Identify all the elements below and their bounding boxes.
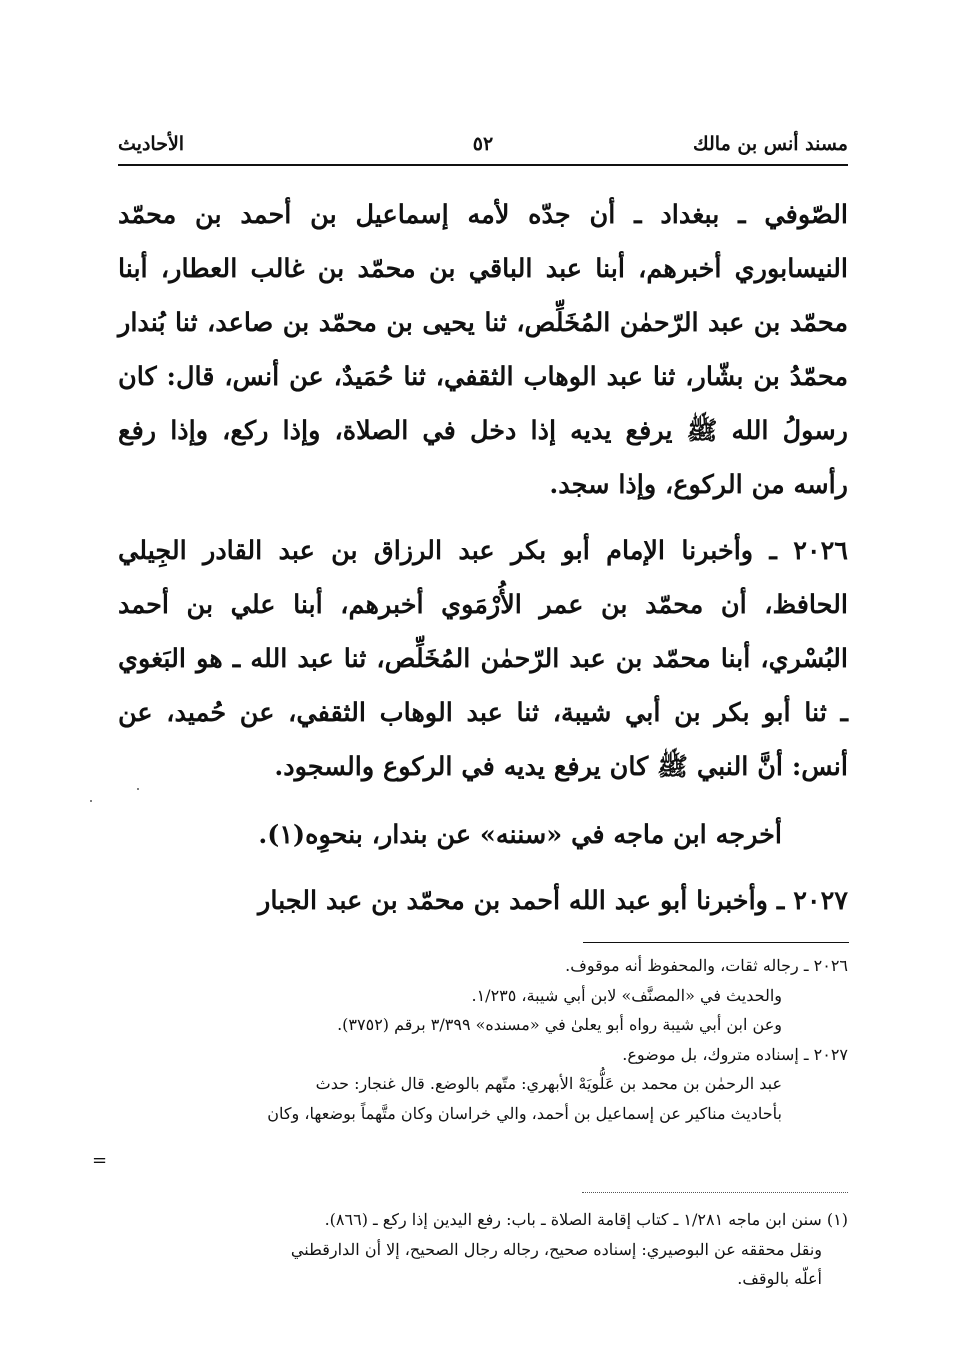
main-text: [118, 188, 848, 928]
footnotes: [118, 1205, 848, 1294]
notes-separator: [583, 942, 849, 943]
hadith-2026: ٢٠٢٦ ـ وأخبرنا الإمام أبو بكر عبد الرزاق بن عبد القادر الجِيلي الحافظ، أن محمّد بن عمر الأُرْمَوي أخبرهم، أبنا علي بن أحمد البُسْري، أبنا محمّد بن عبد الرّحمٰن المُخَلِّص، ثنا عبد الله ـ هو البَغوي ـ ثنا أبو بكر بن أبي شيبة، ثنا عبد الوهاب الثقفي، عن حُميد، عن أنس: أنَّ النبي ﷺ كان يرفع يديه في الركوع والسجود.: [118, 536, 848, 782]
note-line: عبد الرحمٰن بن محمد بن عَلُّويَهْ الأبهري: متّهم بالوضع. قال غنجار: حدث: [315, 1074, 782, 1093]
header-rule: [118, 164, 848, 166]
scan-speck: [137, 788, 139, 790]
hadith-2027-start: ٢٠٢٧ ـ وأخبرنا أبو عبد الله أحمد بن محمّد بن عبد الجبار: [258, 886, 848, 916]
note-line: بأحاديث مناكير عن إسماعيل بن أحمد، والي خراسان وكان متَّهماً بوضعها، وكان: [267, 1103, 782, 1123]
continuation-mark: =: [92, 1150, 108, 1171]
paragraph-isnad-continuation: الصّوفي ـ ببغداد ـ أن جدّه لأمه إسماعيل بن أحمد بن محمّد النيسابوري أخبرهم، أبنا عبد الباقي بن محمّد بن غالب العطار، أبنا محمّد بن عبد الرّحمٰن المُخَلِّص، ثنا يحيى بن محمّد بن صاعد، ثنا بُندار محمّدُ بن بشّار، ثنا عبد الوهاب الثقفي، ثنا حُمَيدٌ، عن أنس، قال: كان رسولُ الله ﷺ يرفع يديه إذا دخل في الصلاة، وإذا ركع، وإذا رفع رأسه من الركوع، وإذا سجد.: [118, 200, 848, 500]
footnote-separator: [582, 1192, 848, 1193]
header-section-title: الأحاديث: [118, 133, 185, 155]
note-line: ٢٠٢٦ ـ رجاله ثقات، والمحفوظ أنه موقوف.: [565, 956, 848, 975]
footnote-line: (١) سنن ابن ماجه ١/٢٨١ ـ كتاب إقامة الصلاة ـ باب: رفع اليدين إذا ركع ـ (٨٦٦).: [324, 1210, 848, 1229]
scan-speck: [90, 800, 92, 802]
note-line: والحديث في «المصنَّف» لابن أبي شيبة، ١/٢٣٥.: [471, 985, 782, 1005]
page-number: ٥٢: [472, 133, 494, 155]
header-book-title: مسند أنس بن مالك: [693, 133, 848, 155]
editor-notes: [118, 951, 848, 1128]
footnote-line: أعلّه بالوقف.: [737, 1269, 822, 1288]
running-header: [118, 128, 848, 160]
note-line: ٢٠٢٧ ـ إسناده متروك، بل موضوع.: [622, 1044, 848, 1064]
note-line: وعن ابن أبي شيبة رواه أبو يعلىٰ في «مسنده» ٣/٣٩٩ برقم (٣٧٥٢).: [337, 1015, 782, 1034]
takhrij-note: أخرجه ابن ماجه في «سننه» عن بندار، بنحوِه(١).: [258, 820, 782, 850]
footnote-line: ونقل محققه عن البوصيري: إسناده صحيح، رجاله رجال الصحيح، إلا أن الدارقطني: [290, 1239, 822, 1259]
